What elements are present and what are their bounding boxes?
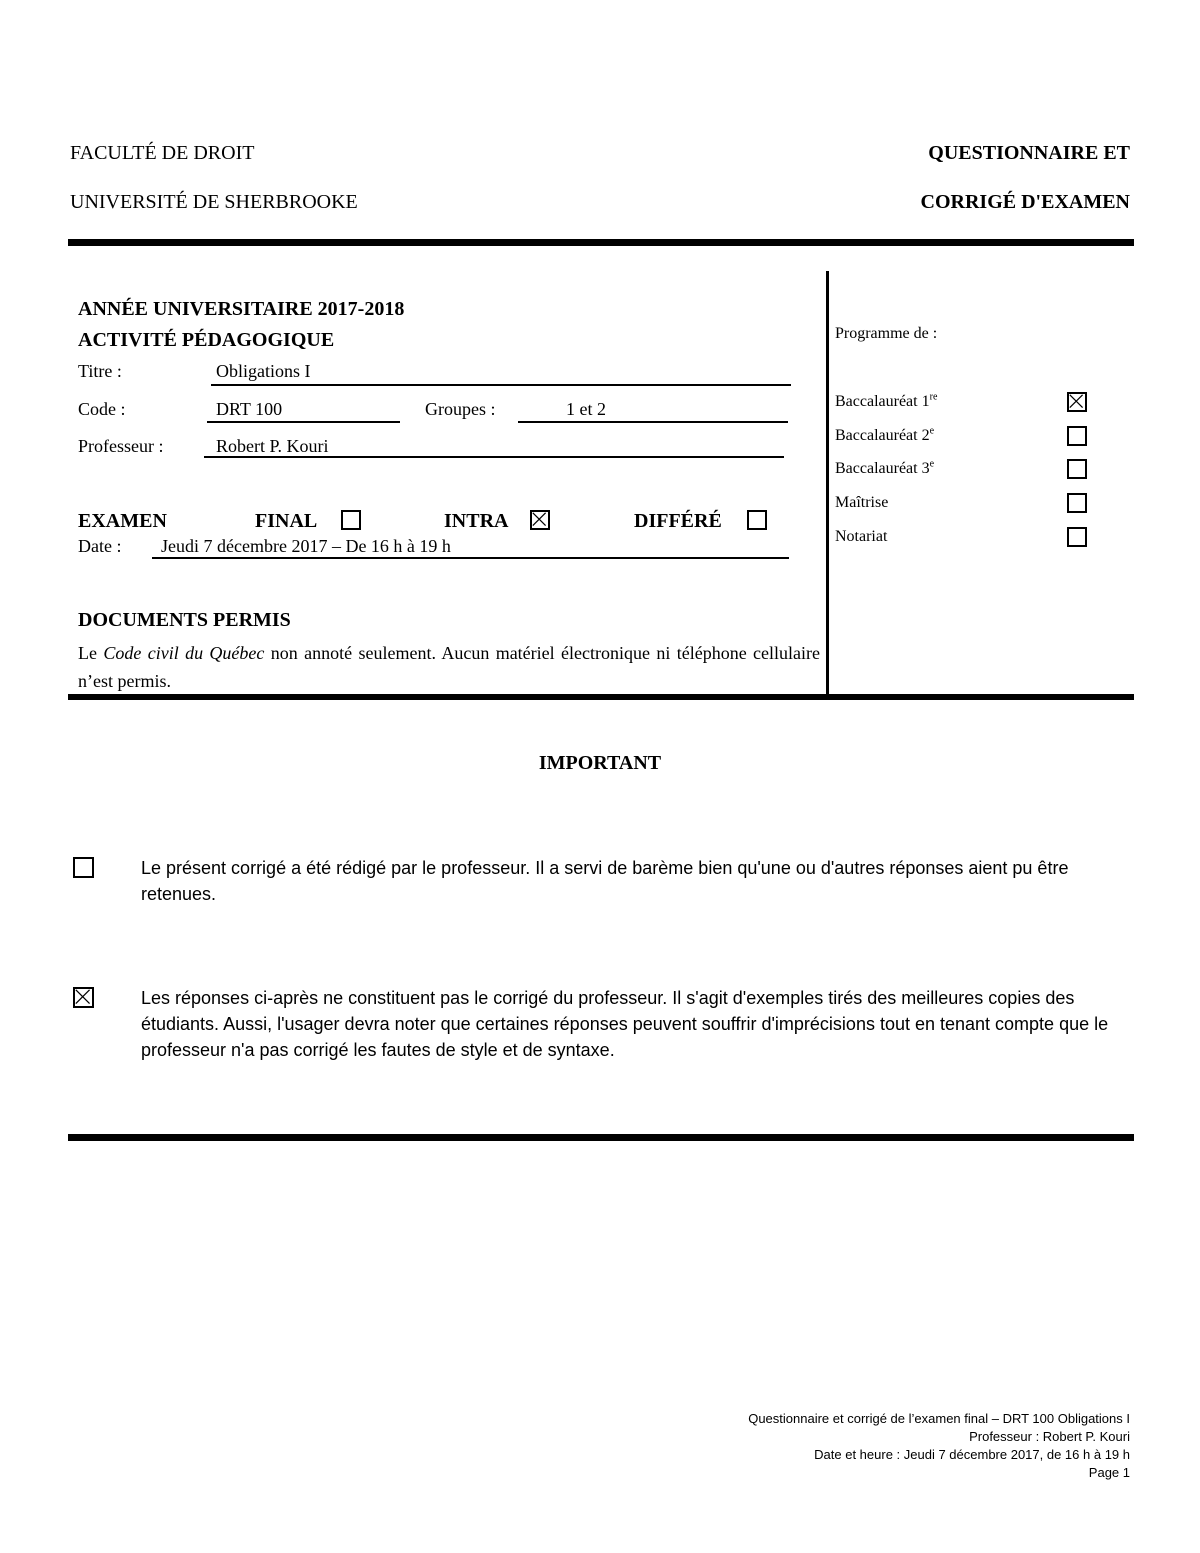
important-option2-checkbox[interactable]	[73, 987, 94, 1008]
doc-type-line1: QUESTIONNAIRE ET	[928, 142, 1130, 164]
documents-heading: DOCUMENTS PERMIS	[78, 609, 291, 631]
date-underline	[152, 557, 789, 559]
code-underline	[207, 421, 400, 423]
program-notariat-checkbox[interactable]	[1067, 527, 1087, 547]
groups-value: 1 et 2	[566, 399, 606, 419]
groups-label: Groupes :	[425, 399, 496, 419]
code-civil-title: Code civil du Québec	[103, 643, 265, 663]
check-x-icon	[1069, 394, 1085, 410]
program-item-bac3: Baccalauréat 3e	[835, 458, 935, 477]
footer	[748, 1410, 1130, 1482]
program-heading: Programme de :	[835, 325, 938, 342]
program-bac2-checkbox[interactable]	[1067, 426, 1087, 446]
exam-type-differe-label: DIFFÉRÉ	[634, 510, 722, 532]
important-bottom-rule	[68, 1134, 1134, 1141]
exam-label: EXAMEN	[78, 510, 167, 532]
exam-type-final-label: FINAL	[255, 510, 318, 532]
footer-line2: Professeur : Robert P. Kouri	[969, 1429, 1130, 1444]
footer-line3: Date et heure : Jeudi 7 décembre 2017, de 16 h à 19 h	[814, 1447, 1130, 1462]
program-item-maitrise: Maîtrise	[835, 494, 889, 511]
title-value: Obligations I	[216, 361, 311, 381]
doc-type-line2: CORRIGÉ D'EXAMEN	[920, 191, 1130, 213]
program-item-bac2: Baccalauréat 2e	[835, 425, 935, 444]
professor-underline	[204, 456, 784, 458]
professor-value: Robert P. Kouri	[216, 436, 329, 456]
section-divider	[826, 271, 829, 696]
check-x-icon	[75, 989, 92, 1006]
program-maitrise-checkbox[interactable]	[1067, 493, 1087, 513]
academic-year: ANNÉE UNIVERSITAIRE 2017-2018	[78, 298, 405, 320]
program-item-notariat: Notariat	[835, 528, 888, 545]
activity-heading: ACTIVITÉ PÉDAGOGIQUE	[78, 329, 335, 351]
exam-type-intra-label: INTRA	[444, 510, 509, 532]
groups-underline	[518, 421, 788, 423]
date-label: Date :	[78, 536, 122, 556]
check-x-icon	[532, 512, 548, 528]
documents-text: Le Code civil du Québec non annoté seulement. Aucun matériel électronique ni téléphone cellulaire n’est permis.	[78, 643, 821, 691]
university-name: UNIVERSITÉ DE SHERBROOKE	[70, 191, 358, 213]
program-bac1-checkbox[interactable]	[1067, 392, 1087, 412]
important-option1-text: Le présent corrigé a été rédigé par le professeur. Il a servi de barème bien qu'une ou d'autres réponses aient pu être retenues.	[141, 858, 1069, 904]
footer-line1: Questionnaire et corrigé de l’examen final – DRT 100 Obligations I	[748, 1411, 1130, 1426]
exam-type-differe-checkbox[interactable]	[747, 510, 767, 530]
program-item-bac1: Baccalauréat 1re	[835, 391, 938, 410]
important-option1-checkbox[interactable]	[73, 857, 94, 878]
title-underline	[211, 384, 791, 386]
exam-type-intra-checkbox[interactable]	[530, 510, 550, 530]
professor-label: Professeur :	[78, 436, 164, 456]
faculty-name: FACULTÉ DE DROIT	[70, 142, 255, 164]
header-rule	[68, 239, 1134, 246]
date-value: Jeudi 7 décembre 2017 – De 16 h à 19 h	[161, 536, 451, 556]
title-label: Titre :	[78, 361, 122, 381]
important-option2-text: Les réponses ci-après ne constituent pas le corrigé du professeur. Il s'agit d'exemples tirés des meilleures copies des étudiants. Aussi, l'usager devra noter que certaines réponses peuvent souffrir d'imprécisions tout en tenant compte que le professeur n'a pas corrigé les fautes de style et de syntaxe.	[141, 988, 1109, 1060]
important-heading: IMPORTANT	[538, 752, 662, 774]
info-bottom-rule	[68, 694, 1134, 700]
code-label: Code :	[78, 399, 126, 419]
footer-page-number: Page 1	[1088, 1465, 1130, 1480]
exam-type-final-checkbox[interactable]	[341, 510, 361, 530]
code-value: DRT 100	[216, 399, 283, 419]
program-bac3-checkbox[interactable]	[1067, 459, 1087, 479]
